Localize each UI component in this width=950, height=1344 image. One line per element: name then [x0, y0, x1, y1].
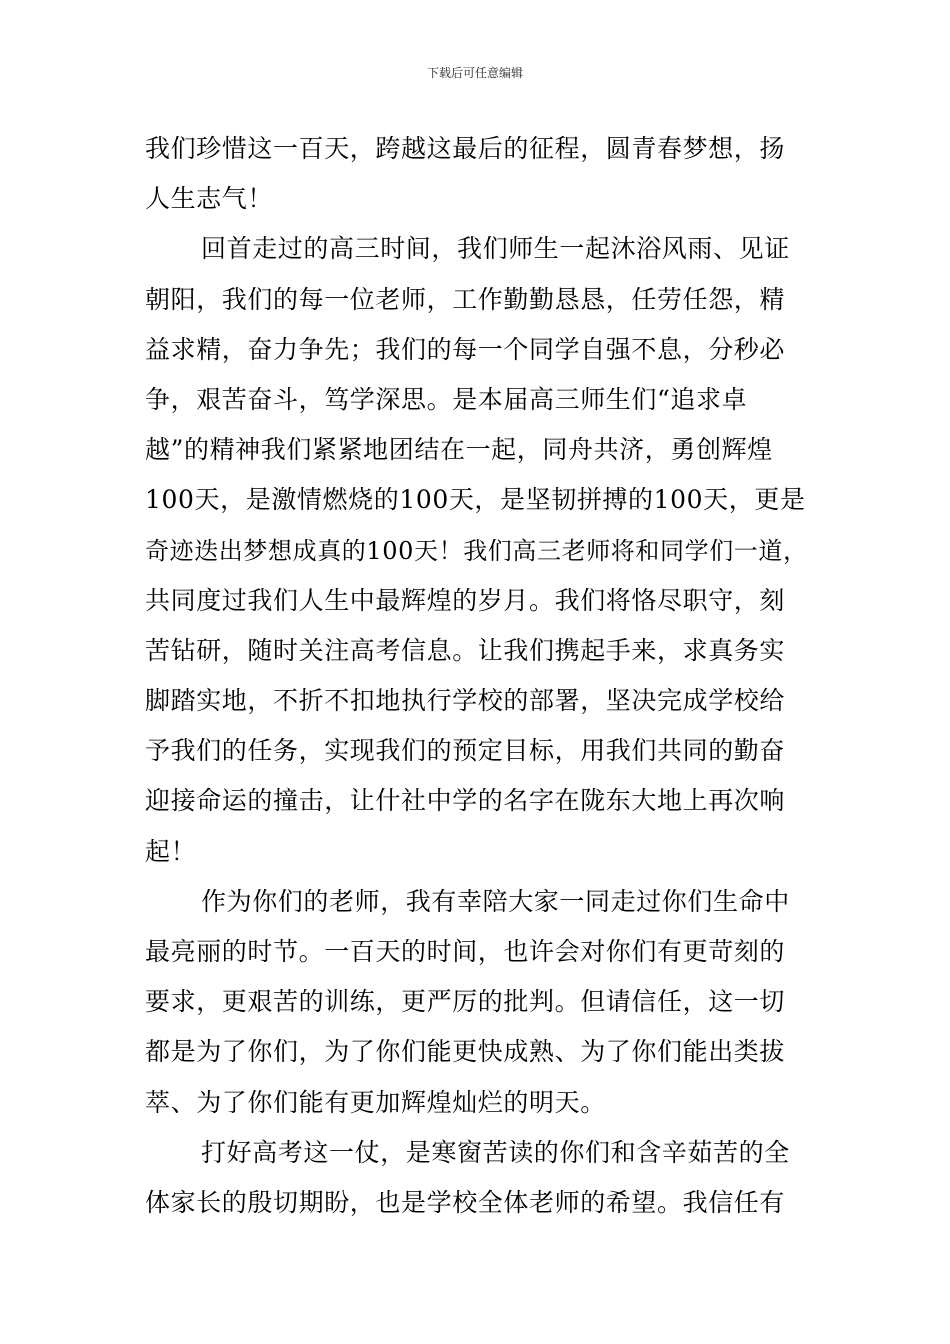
- text-line: 要求，更艰苦的训练，更严厉的批判。但请信任，这一切: [145, 987, 786, 1017]
- text-line: 最亮丽的时节。一百天的时间，也许会对你们有更苛刻的: [145, 937, 786, 966]
- document-body: [145, 124, 809, 1228]
- paragraph-first-line: 作为你们的老师，我有幸陪大家一同走过你们生命中: [201, 886, 790, 916]
- text-line: 都是为了你们，为了你们能更快成熟、为了你们能出类拔: [145, 1037, 786, 1067]
- text-line: 迎接命运的撞击，让什社中学的名字在陇东大地上再次响: [145, 786, 786, 816]
- text-line: 脚踏实地，不折不扣地执行学校的部署，坚决完成学校给: [145, 686, 786, 716]
- text-line: 予我们的任务，实现我们的预定目标，用我们共同的勤奋: [145, 736, 786, 766]
- paragraph-first-line: 打好高考这一仗，是寒窗苦读的你们和含辛茹苦的全: [201, 1137, 790, 1167]
- text-line: 奇迹迭出梦想成真的100天！我们高三老师将和同学们一道，: [145, 536, 808, 565]
- text-line: 朝阳，我们的每一位老师，工作勤勤恳恳，任劳任怨，精: [145, 284, 786, 314]
- page-header: 下载后可任意编辑: [426, 66, 523, 80]
- text-line: 人生志气！: [145, 184, 274, 214]
- text-line: 体家长的殷切期盼，也是学校全体老师的希望。我信任有: [145, 1187, 786, 1217]
- text-line: 益求精，奋力争先；我们的每一个同学自强不息，分秒必: [145, 334, 786, 364]
- paragraph-first-line: 回首走过的高三时间，我们师生一起沐浴风雨、见证: [201, 234, 790, 264]
- text-line: 共同度过我们人生中最辉煌的岁月。我们将恪尽职守，刻: [145, 585, 786, 615]
- text-line: 100天，是激情燃烧的100天，是坚韧拼搏的100天，更是: [145, 485, 806, 515]
- text-line: 越”的精神我们紧紧地团结在一起，同舟共济，勇创辉煌: [145, 435, 773, 465]
- text-line: 萃、为了你们能有更加辉煌灿烂的明天。: [145, 1087, 606, 1117]
- text-line: 苦钻研，随时关注高考信息。让我们携起手来，求真务实: [145, 635, 786, 665]
- text-line: 我们珍惜这一百天，跨越这最后的征程，圆青春梦想，扬: [145, 134, 786, 163]
- text-line: 争，艰苦奋斗，笃学深思。是本届高三师生们“追求卓: [145, 384, 748, 414]
- text-line: 起！: [145, 836, 197, 866]
